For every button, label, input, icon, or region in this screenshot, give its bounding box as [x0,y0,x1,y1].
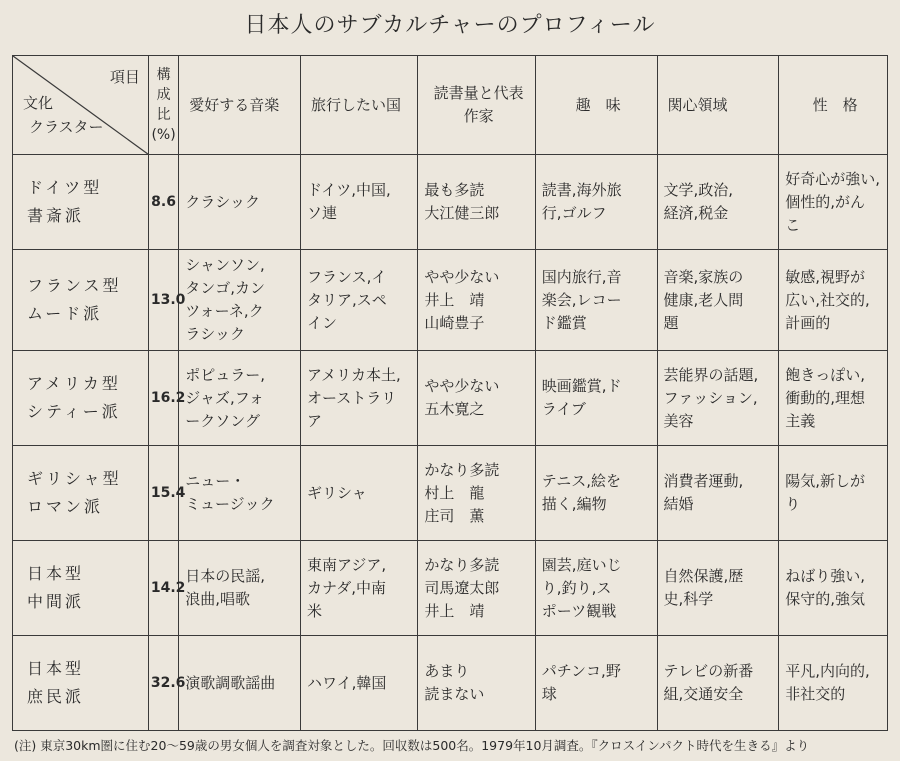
reading-cell: かなり多読 村上 龍 庄司 薫 [418,446,535,541]
cluster-name: 日本型 中間派 [13,541,149,636]
header-travel: 旅行したい国 [301,56,418,155]
header-corner-cell [13,56,149,155]
concern-cell: 自然保護,歴 史,科学 [657,541,779,636]
table-row [13,250,888,351]
table-row [13,155,888,250]
travel-cell: ドイツ,中国, ソ連 [301,155,418,250]
music-cell: ニュー・ ミュージック [179,446,301,541]
header-reading: 読書量と代表作家 [418,56,535,155]
travel-cell: ハワイ,韓国 [301,636,418,731]
header-row [13,56,888,155]
cluster-name: ギリシャ型 ロマン派 [13,446,149,541]
reading-cell: やや少ない 井上 靖 山崎豊子 [418,250,535,351]
page-title: 日本人のサブカルチャーのプロフィール [244,13,656,38]
ratio-value: 13.0 [148,250,178,351]
music-cell: ポピュラー, ジャズ,フォ ークソング [179,351,301,446]
ratio-value: 8.6 [148,155,178,250]
reading-cell: やや少ない 五木寛之 [418,351,535,446]
header-item-label: 項目 [109,68,140,86]
cluster-name: ドイツ型 書斎派 [13,155,149,250]
concern-cell: テレビの新番 組,交通安全 [657,636,779,731]
music-cell: 日本の民謡, 浪曲,唱歌 [179,541,301,636]
music-cell: シャンソン, タンゴ,カン ツォーネ,ク ラシック [179,250,301,351]
header-ratio: 構成比(%) [148,56,178,155]
personality-cell: 飽きっぽい, 衝動的,理想 主義 [779,351,888,446]
concern-cell: 文学,政治, 経済,税金 [657,155,779,250]
concern-cell: 音楽,家族の 健康,老人問 題 [657,250,779,351]
header-music: 愛好する音楽 [179,56,301,155]
cluster-name: 日本型 庶民派 [13,636,149,731]
music-cell: クラシック [179,155,301,250]
reading-cell: かなり多読 司馬遼太郎 井上 靖 [418,541,535,636]
header-personality: 性 格 [779,56,888,155]
cluster-name: アメリカ型 シティー派 [13,351,149,446]
personality-cell: 好奇心が強い, 個性的,がん こ [779,155,888,250]
hobby-cell: パチンコ,野 球 [535,636,657,731]
ratio-value: 16.2 [148,351,178,446]
header-hobby: 趣 味 [535,56,657,155]
personality-cell: 平凡,内向的, 非社交的 [779,636,888,731]
travel-cell: 東南アジア, カナダ,中南 米 [301,541,418,636]
hobby-cell: 園芸,庭いじ り,釣り,ス ポーツ観戦 [535,541,657,636]
ratio-value: 32.6 [148,636,178,731]
concern-cell: 芸能界の話題, ファッション, 美容 [657,351,779,446]
personality-cell: ねばり強い, 保守的,強気 [779,541,888,636]
subculture-table [12,55,888,731]
personality-cell: 陽気,新しが り [779,446,888,541]
ratio-value: 14.2 [148,541,178,636]
hobby-cell: 映画鑑賞,ド ライブ [535,351,657,446]
table-row [13,446,888,541]
music-cell: 演歌調歌謡曲 [179,636,301,731]
table-row [13,351,888,446]
ratio-value: 15.4 [148,446,178,541]
header-concern: 関心領域 [657,56,779,155]
hobby-cell: テニス,絵を 描く,編物 [535,446,657,541]
table-row [13,636,888,731]
personality-cell: 敏感,視野が 広い,社交的, 計画的 [779,250,888,351]
cluster-name: フランス型 ムード派 [13,250,149,351]
header-cluster-label: クラスター [29,118,104,136]
table-row [13,541,888,636]
travel-cell: ギリシャ [301,446,418,541]
travel-cell: フランス,イ タリア,スペ イン [301,250,418,351]
hobby-cell: 国内旅行,音 楽会,レコー ド鑑賞 [535,250,657,351]
reading-cell: 最も多読 大江健三郎 [418,155,535,250]
hobby-cell: 読書,海外旅 行,ゴルフ [535,155,657,250]
footnote: (注) 東京30km圏に住む20〜59歳の男女個人を調査対象とした。回収数は500名。1979年10月調査。『クロスインパクト時代を生きる』より [14,738,810,753]
reading-cell: あまり 読まない [418,636,535,731]
travel-cell: アメリカ本土, オーストラリ ア [301,351,418,446]
concern-cell: 消費者運動, 結婚 [657,446,779,541]
header-bunka-label: 文化 [23,94,54,112]
